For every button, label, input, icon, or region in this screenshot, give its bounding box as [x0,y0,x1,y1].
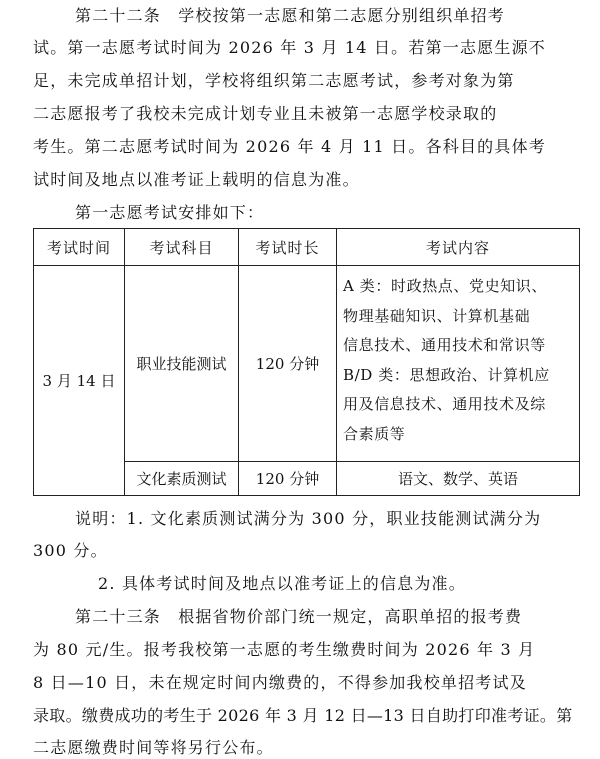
duration-cell: 120 分钟 [239,462,337,496]
article-23-line-5: 二志愿缴费时间等将另行公布。 [33,738,274,757]
article-22-line-2: 试。第一志愿考试时间为 2026 年 3 月 14 日。若第一志愿生源不 [33,38,546,57]
table-row [34,266,580,462]
note-line-1: 说明：1. 文化素质测试满分为 300 分，职业技能测试满分为 [75,509,542,528]
article-22-line-1: 第二十二条 学校按第一志愿和第二志愿分别组织单招考 [75,6,506,25]
subject-cell: 文化素质测试 [125,462,239,496]
article-23-line-2: 为 80 元/生。报考我校第一志愿的考生缴费时间为 2026 年 3 月 [33,640,536,659]
header-exam-content: 考试内容 [337,229,580,266]
arrangement-intro: 第一志愿考试安排如下： [75,203,265,222]
table-header-row [34,229,580,266]
header-exam-time: 考试时间 [34,229,125,266]
subject-cell: 职业技能测试 [125,266,239,462]
duration-cell: 120 分钟 [239,266,337,462]
article-23-line-1: 第二十三条 根据省物价部门统一规定，高职单招的报考费 [75,607,523,626]
note-line-3: 2. 具体考试时间及地点以准考证上的信息为准。 [98,574,466,593]
content-cell: 语文、数学、英语 [337,462,580,496]
exam-schedule-table [33,228,580,496]
article-22-line-6: 试时间及地点以准考证上载明的信息为准。 [33,170,360,189]
article-22-line-5: 考生。第二志愿考试时间为 2026 年 4 月 11 日。各科目的具体考 [33,137,546,156]
content-line: 用及信息技术、通用技术及综 [343,395,546,413]
article-22-line-3: 足，未完成单招计划，学校将组织第二志愿考试，参考对象为第 [33,71,515,90]
article-22-line-4: 二志愿报考了我校未完成计划专业且未被第一志愿学校录取的 [33,104,498,123]
article-23-line-4: 录取。缴费成功的考生于 2026 年 3 月 12 日—13 日自助打印准考证。第 [33,706,573,725]
content-line: 信息技术、通用技术和常识等 [343,336,546,354]
note-line-2: 300 分。 [33,541,108,560]
content-cell [337,266,580,462]
header-exam-duration: 考试时长 [239,229,337,266]
article-23-line-3: 8 日—10 日，未在规定时间内缴费的，不得参加我校单招考试及 [33,673,527,692]
content-line: B/D 类：思想政治、计算机应 [343,365,550,384]
exam-date-cell: 3 月 14 日 [34,266,125,496]
content-line: A 类：时政热点、党史知识、 [343,277,548,295]
header-exam-subject: 考试科目 [125,229,239,266]
content-line: 物理基础知识、计算机基础 [343,306,531,325]
content-line: 合素质等 [343,424,406,443]
